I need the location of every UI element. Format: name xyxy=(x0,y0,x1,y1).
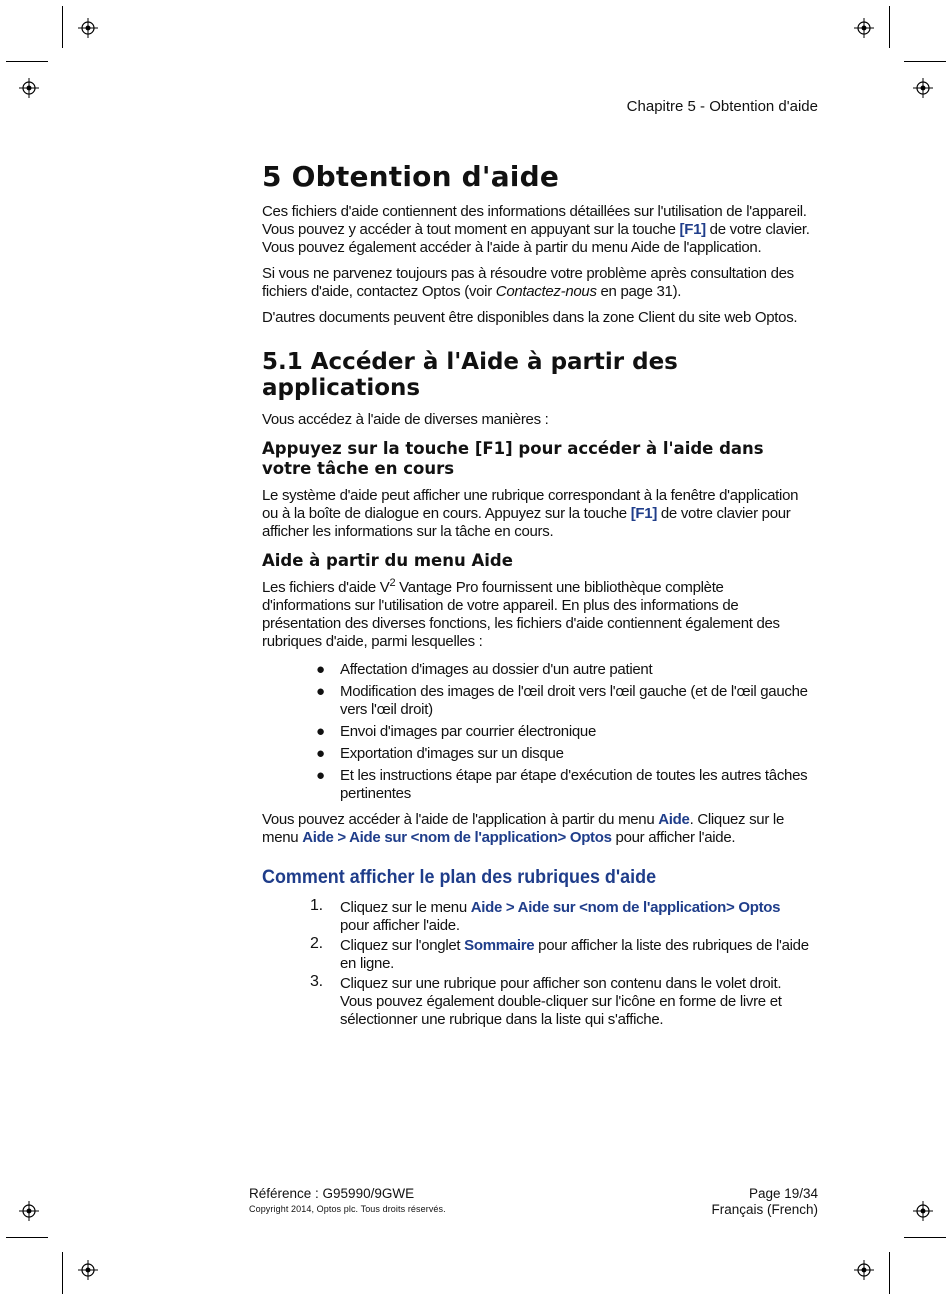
crop-mark xyxy=(889,6,890,48)
body-text: Le système d'aide peut afficher une rubrique correspondant à la fenêtre d'application ou à la boîte de dialogue en cours. Appuyez sur la touche xyxy=(262,487,799,522)
registration-target-icon xyxy=(78,18,98,38)
subsection-heading-f1: Appuyez sur la touche [F1] pour accéder à l'aide dans votre tâche en cours xyxy=(262,439,764,478)
registration-target-icon xyxy=(19,78,39,98)
f1-key: [F1] xyxy=(679,221,706,238)
body-text: pour afficher l'aide. xyxy=(611,829,736,846)
list-item-text: Exportation d'images sur un disque xyxy=(340,745,564,762)
list-item-text: Modification des images de l'œil droit vers l'œil gauche (et de l'œil gauche vers l'œil droit) xyxy=(340,683,808,718)
chapter-title: 5 Obtention d'aide xyxy=(262,160,560,193)
intro-paragraph-3: D'autres documents peuvent être disponibles dans la zone Client du site web Optos. xyxy=(262,309,798,326)
crop-mark xyxy=(6,1237,48,1238)
crop-mark xyxy=(62,6,63,48)
procedure-heading: Comment afficher le plan des rubriques d'aide xyxy=(262,866,657,888)
section-lead: Vous accédez à l'aide de diverses manières : xyxy=(262,411,549,428)
page-content xyxy=(262,160,812,1031)
intro-paragraph-2 xyxy=(262,265,812,301)
list-item-text: Affectation d'images au dossier d'un autre patient xyxy=(340,661,653,678)
step-number: 1. xyxy=(310,897,323,914)
contact-reference-link[interactable]: Contactez-nous xyxy=(495,283,597,300)
section-title: 5.1 Accéder à l'Aide à partir des applications xyxy=(262,349,678,401)
registration-target-icon xyxy=(913,78,933,98)
f1-paragraph xyxy=(262,487,812,541)
step-text: pour afficher l'aide. xyxy=(340,917,460,934)
body-text: de votre clavier pour afficher les informations sur la tâche en cours. xyxy=(262,505,791,540)
step-text: Cliquez sur l'onglet xyxy=(340,937,465,954)
intro-paragraph-1 xyxy=(262,203,812,257)
footer-left xyxy=(249,1186,446,1216)
step-text: pour afficher la liste des rubriques de l'aide en ligne. xyxy=(340,937,809,972)
registration-target-icon xyxy=(913,1201,933,1221)
bullet-icon: ● xyxy=(316,683,325,700)
help-topics-list xyxy=(262,661,812,803)
list-item xyxy=(316,661,812,679)
body-text: Vous pouvez accéder à l'aide de l'application à partir du menu xyxy=(262,811,659,828)
crop-mark xyxy=(6,61,48,62)
copyright-notice: Copyright 2014, Optos plc. Tous droits réservés. xyxy=(249,1204,446,1214)
step-text: Cliquez sur une rubrique pour afficher son contenu dans le volet droit. Vous pouvez également double-cliquer sur l'icône en forme de livre et sélectionner une rubrique dans la liste qui s'affiche. xyxy=(340,975,782,1028)
step-text: Cliquez sur le menu xyxy=(340,899,471,916)
bullet-icon: ● xyxy=(316,723,325,740)
step-item xyxy=(310,973,812,1029)
ui-menu-path: Aide > Aide sur <nom de l'application> Optos xyxy=(302,829,612,846)
crop-mark xyxy=(62,1252,63,1294)
body-text: Vantage Pro fournissent une bibliothèque complète d'informations sur l'utilisation de votre appareil. En plus des informations de présentation des diverses fonctions, les fichiers d'aide contiennent également des rubriques d'aide, parmi lesquelles : xyxy=(262,579,780,650)
footer-right xyxy=(711,1186,818,1218)
bullet-icon: ● xyxy=(316,767,325,784)
language-label: Français (French) xyxy=(711,1202,818,1217)
bullet-icon: ● xyxy=(316,661,325,678)
registration-target-icon xyxy=(78,1260,98,1280)
intro-text: en page 31). xyxy=(596,283,682,300)
intro-text: Si vous ne parvenez toujours pas à résoudre votre problème après consultation des fichiers d'aide, contactez Optos (voir xyxy=(262,265,794,300)
crop-mark xyxy=(904,61,946,62)
f1-key: [F1] xyxy=(630,505,658,522)
step-item xyxy=(310,897,812,935)
list-item xyxy=(316,767,812,803)
procedure-steps xyxy=(262,899,812,1029)
list-item-text: Et les instructions étape par étape d'exécution de toutes les autres tâches pertinentes xyxy=(340,767,808,802)
reference-number: Référence : G95990/9GWE xyxy=(249,1186,415,1201)
intro-text: de votre clavier. Vous pouvez également accéder à l'aide à partir du menu Aide de l'application. xyxy=(262,221,810,256)
subsection-heading-menu: Aide à partir du menu Aide xyxy=(262,551,513,570)
registration-target-icon xyxy=(854,18,874,38)
superscript: 2 xyxy=(389,577,396,589)
list-item xyxy=(316,745,812,763)
crop-mark xyxy=(889,1252,890,1294)
ui-menu-aide: Aide xyxy=(658,811,690,828)
intro-text: Ces fichiers d'aide contiennent des informations détaillées sur l'utilisation de l'appareil. Vous pouvez y accéder à tout moment en appuyant sur la touche xyxy=(262,203,807,238)
list-item xyxy=(316,723,812,741)
page-number: Page 19/34 xyxy=(748,1186,818,1201)
step-item xyxy=(310,935,812,973)
list-item xyxy=(316,683,812,719)
crop-mark xyxy=(904,1237,946,1238)
step-number: 3. xyxy=(310,973,323,990)
access-paragraph xyxy=(262,811,812,847)
bullet-icon: ● xyxy=(316,745,325,762)
registration-target-icon xyxy=(19,1201,39,1221)
body-text: . Cliquez sur le menu xyxy=(262,811,784,846)
step-number: 2. xyxy=(310,935,323,952)
ui-menu-path: Aide > Aide sur <nom de l'application> Optos xyxy=(470,899,781,916)
menu-paragraph xyxy=(262,579,812,651)
list-item-text: Envoi d'images par courrier électronique xyxy=(340,723,597,740)
body-text: Les fichiers d'aide V xyxy=(262,579,390,596)
ui-tab-sommaire: Sommaire xyxy=(464,937,535,954)
registration-target-icon xyxy=(854,1260,874,1280)
running-head: Chapitre 5 - Obtention d'aide xyxy=(626,98,818,115)
